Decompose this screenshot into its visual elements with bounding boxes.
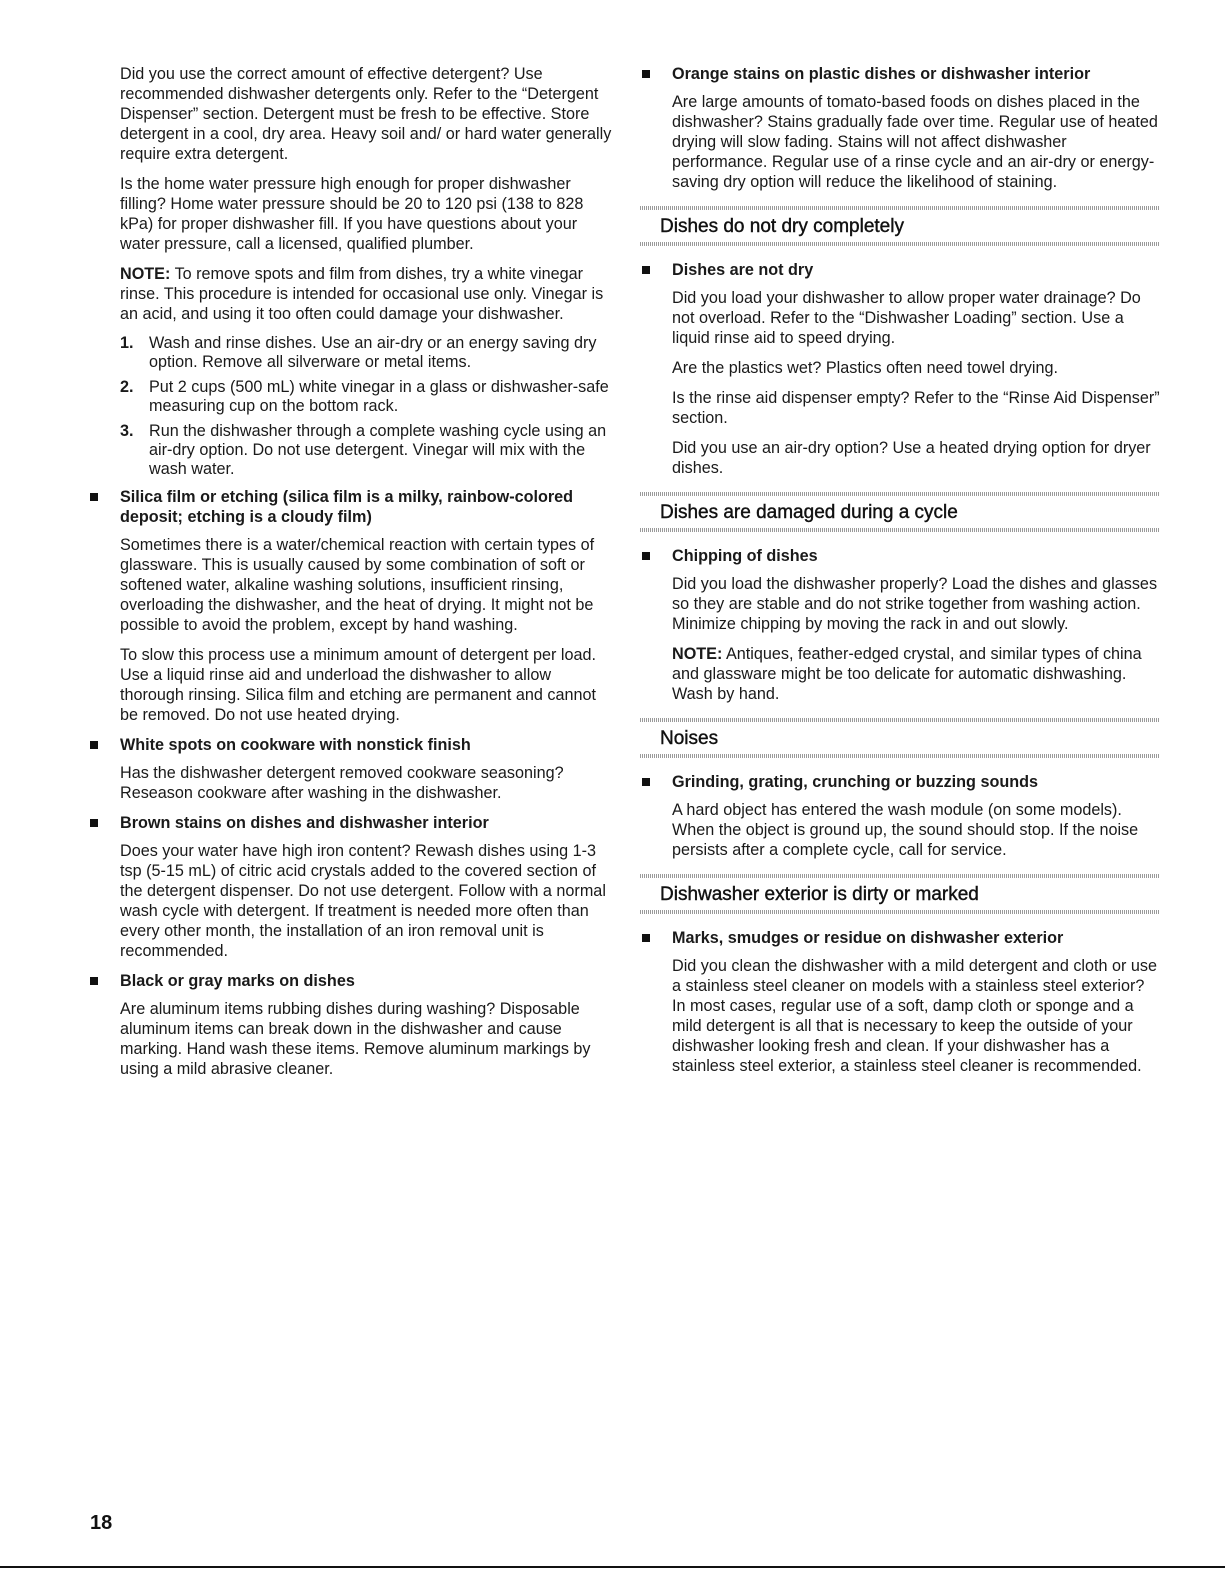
- marks-heading-text: Marks, smudges or residue on dishwasher exterior: [672, 929, 1064, 947]
- bullet-square-icon: [642, 266, 650, 274]
- right-column: [640, 64, 1160, 1086]
- silica-film-heading-text: Silica film or etching (silica film is a milky, rainbow-colored deposit; etching is a cloudy film): [120, 488, 574, 526]
- dry-paragraph-3: Is the rinse aid dispenser empty? Refer to the “Rinse Aid Dispenser” section.: [672, 389, 1160, 427]
- orange-stains-heading-text: Orange stains on plastic dishes or dishwasher interior: [672, 65, 1091, 83]
- step-number: 1.: [120, 334, 134, 352]
- step-item: [120, 378, 618, 416]
- bullet-square-icon: [642, 778, 650, 786]
- dry-paragraph-1: Did you load your dishwasher to allow proper water drainage? Do not overload. Refer to the “Dishwasher Loading” section. Use a liquid rinse aid to speed drying.: [672, 289, 1141, 347]
- hatch-divider: [640, 242, 1160, 246]
- left-column: [88, 64, 618, 1089]
- page-number: 18: [90, 1512, 113, 1534]
- grinding-paragraph: A hard object has entered the wash module (on some models). When the object is ground up, the sound should stop. If the noise persists after a complete cycle, call for service.: [672, 801, 1139, 859]
- vinegar-steps-list: [88, 334, 618, 479]
- bullet-square-icon: [90, 741, 98, 749]
- marks-paragraph: Did you clean the dishwasher with a mild detergent and cloth or use a stainless steel cleaner on models with a stainless steel exterior? In most cases, regular use of a soft, damp cloth or sponge and a mild detergent is all that is necessary to keep the outside of your dishwasher looking fresh and clean. If your dishwasher has a stainless steel exterior, a stainless steel cleaner is recommended.: [672, 957, 1158, 1075]
- step-number: 3.: [120, 422, 134, 440]
- step-text: Wash and rinse dishes. Use an air-dry or an energy saving dry option. Remove all silverware or metal items.: [149, 334, 597, 371]
- hatch-divider: [640, 528, 1160, 532]
- white-spots-paragraph: Has the dishwasher detergent removed cookware seasoning? Reseason cookware after washing in the dishwasher.: [120, 764, 564, 802]
- note-text: To remove spots and film from dishes, try a white vinegar rinse. This procedure is intended for occasional use only. Vinegar is an acid, and using it too often could damage your dishwasher.: [120, 265, 604, 323]
- silica-paragraph-2: To slow this process use a minimum amount of detergent per load. Use a liquid rinse aid and underload the dishwasher to allow thorough rinsing. Silica film and etching are permanent and cannot be removed. Do not use heated drying.: [120, 646, 597, 724]
- section-header-noises: [640, 716, 1160, 758]
- footer-rule: [0, 1566, 1225, 1568]
- water-pressure-paragraph: Is the home water pressure high enough for proper dishwasher filling? Home water pressure should be 20 to 120 psi (138 to 828 kPa) for proper dishwasher fill. If you have questions about your water pressure, call a licensed, qualified plumber.: [120, 175, 584, 253]
- chipping-note: [640, 644, 1160, 704]
- section-header-exterior: [640, 872, 1160, 914]
- bullet-square-icon: [90, 819, 98, 827]
- hatch-divider: [640, 874, 1160, 878]
- silica-film-heading: [88, 487, 618, 527]
- white-spots-heading: [88, 735, 618, 755]
- bullet-square-icon: [642, 70, 650, 78]
- step-number: 2.: [120, 378, 134, 396]
- bullet-square-icon: [642, 552, 650, 560]
- hatch-divider: [640, 754, 1160, 758]
- orange-stains-paragraph: Are large amounts of tomato-based foods on dishes placed in the dishwasher? Stains gradually fade over time. Regular use of heated drying will slow fading. Stains will not affect dishwasher performance. Regular use of a rinse cycle and an air-dry or energy-saving dry option will reduce the likelihood of staining.: [672, 93, 1158, 191]
- step-text: Run the dishwasher through a complete washing cycle using an air-dry option. Do not use detergent. Vinegar will mix with the wash water.: [149, 422, 607, 478]
- dry-paragraph-4: Did you use an air-dry option? Use a heated drying option for dryer dishes.: [672, 439, 1151, 477]
- marks-heading: [640, 928, 1160, 948]
- not-dry-heading-text: Dishes are not dry: [672, 261, 814, 279]
- bullet-square-icon: [90, 977, 98, 985]
- hatch-divider: [640, 206, 1160, 210]
- not-dry-heading: [640, 260, 1160, 280]
- hatch-divider: [640, 718, 1160, 722]
- orange-stains-heading: [640, 64, 1160, 84]
- note-text: Antiques, feather-edged crystal, and similar types of china and glassware might be too delicate for automatic dishwashing. Wash by hand.: [672, 645, 1142, 703]
- step-text: Put 2 cups (500 mL) white vinegar in a glass or dishwasher-safe measuring cup on the bottom rack.: [149, 378, 609, 415]
- vinegar-note: [88, 264, 618, 324]
- hatch-divider: [640, 910, 1160, 914]
- brown-stains-heading-text: Brown stains on dishes and dishwasher interior: [120, 814, 489, 832]
- step-item: [120, 334, 618, 372]
- silica-paragraph-1: Sometimes there is a water/chemical reaction with certain types of glassware. This is usually caused by some combination of soft or softened water, alkaline washing solutions, insufficient rinsing, overloading the dishwasher, and the heat of drying. It might not be possible to avoid the problem, except by hand washing.: [120, 536, 595, 634]
- grinding-heading-text: Grinding, grating, crunching or buzzing sounds: [672, 773, 1038, 791]
- bullet-square-icon: [642, 934, 650, 942]
- section-title: Dishwasher exterior is dirty or marked: [660, 884, 979, 905]
- black-marks-paragraph: Are aluminum items rubbing dishes during washing? Disposable aluminum items can break down in the dishwasher and cause marking. Hand wash these items. Remove aluminum markings by using a mild abrasive cleaner.: [120, 1000, 591, 1078]
- chipping-heading-text: Chipping of dishes: [672, 547, 818, 565]
- detergent-paragraph: Did you use the correct amount of effective detergent? Use recommended dishwasher detergents only. Refer to the “Detergent Dispenser” section. Detergent must be fresh to be effective. Store detergent in a cool, dry area. Heavy soil and/ or hard water generally require extra detergent.: [120, 65, 612, 163]
- brown-stains-heading: [88, 813, 618, 833]
- section-title: Dishes are damaged during a cycle: [660, 502, 958, 523]
- section-header-damaged: [640, 490, 1160, 532]
- note-label: NOTE:: [672, 645, 723, 663]
- hatch-divider: [640, 492, 1160, 496]
- dry-paragraph-2: Are the plastics wet? Plastics often need towel drying.: [672, 359, 1059, 377]
- black-marks-heading-text: Black or gray marks on dishes: [120, 972, 355, 990]
- section-title: Dishes do not dry completely: [660, 216, 904, 237]
- brown-stains-paragraph: Does your water have high iron content? Rewash dishes using 1-3 tsp (5-15 mL) of citric acid crystals added to the covered section of the detergent dispenser. Do not use detergent. Follow with a normal wash cycle with detergent. If treatment is needed more often than every other month, the installation of an iron removal unit is recommended.: [120, 842, 606, 960]
- section-title: Noises: [660, 728, 719, 749]
- chipping-paragraph: Did you load the dishwasher properly? Load the dishes and glasses so they are stable and do not strike together from washing action. Minimize chipping by moving the rack in and out slowly.: [672, 575, 1158, 633]
- grinding-heading: [640, 772, 1160, 792]
- section-header-dry: [640, 204, 1160, 246]
- black-marks-heading: [88, 971, 618, 991]
- step-item: [120, 422, 618, 479]
- note-label: NOTE:: [120, 265, 171, 283]
- chipping-heading: [640, 546, 1160, 566]
- bullet-square-icon: [90, 493, 98, 501]
- white-spots-heading-text: White spots on cookware with nonstick finish: [120, 736, 471, 754]
